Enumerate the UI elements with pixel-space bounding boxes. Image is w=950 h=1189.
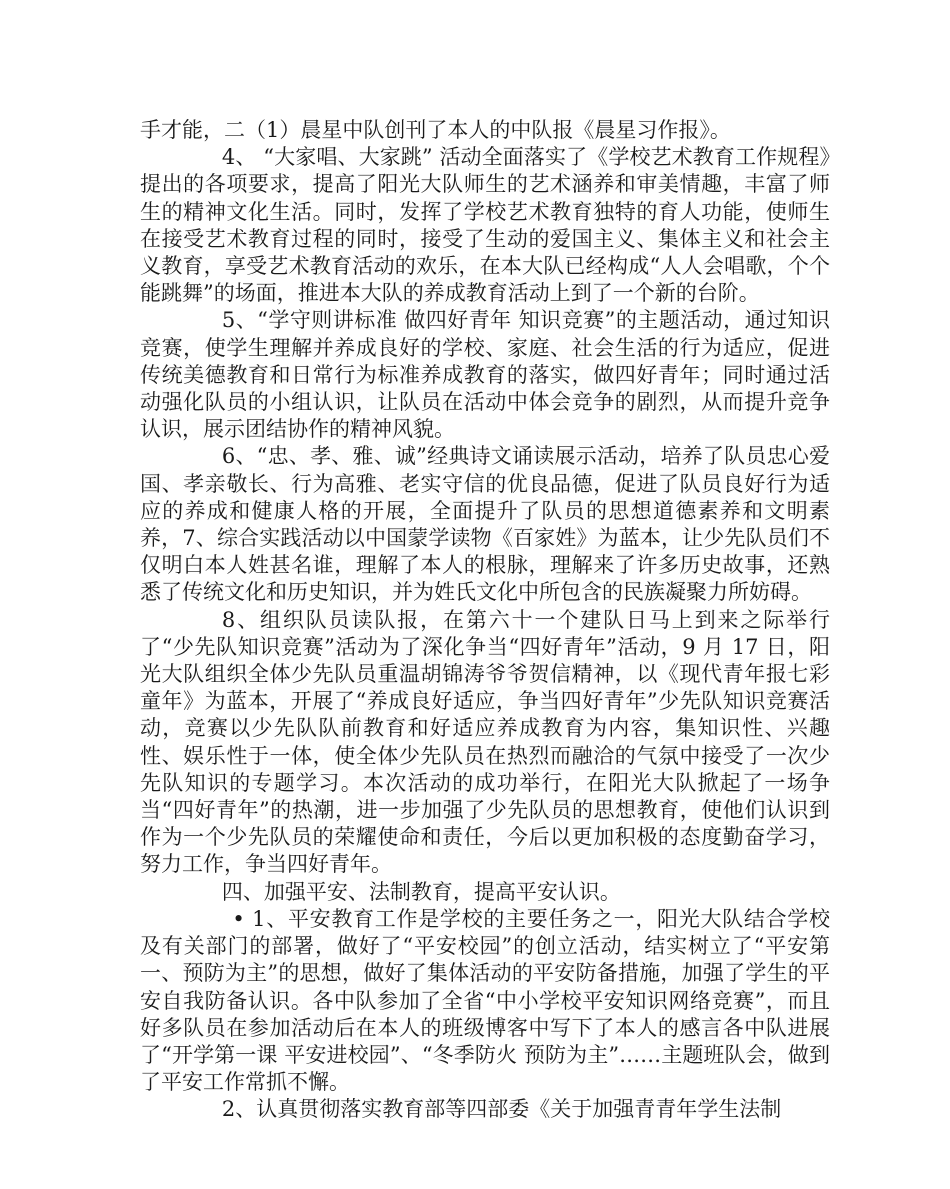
paragraph-5: 8、组织队员读队报，在第六十一个建队日马上到来之际举行了“少先队知识竞赛”活动为了深化争当“四好青年”活动，9 月 17 日，阳光大队组织全体少先队员重温胡锦涛爷爷贺信精神，以《现代青年报七彩童年》为蓝本，开展了“养成良好适应，争当四好青年”少先队知识竞赛活动，竞赛以少先队队前教育和好适应养成教育为内容，集知识性、兴趣性、娱乐性于一体，使全体少先队员在热烈而融洽的气氛中接受了一次少先队知识的专题学习。本次活动的成功举行，在阳光大队掀起了一场争当“四好青年”的热潮，进一步加强了少先队员的思想教育，使他们认识到作为一个少先队员的荣耀使命和责任，今后以更加积极的态度勤奋学习，努力工作，争当四好青年。 [140,607,830,877]
section-heading: 四、加强平安、法制教育，提高平安认识。 [221,879,621,904]
paragraph-4: 6、“忠、孝、雅、诚”经典诗文诵读展示活动，培养了队员忠心爱国、孝亲敬长、行为高雅、老实守信的优良品德，促进了队员良好行为适应的养成和健康人格的开展，全面提升了队员的思想道德素养和文明素养，7、综合实践活动以中国蒙学读物《百家姓》为蓝本，让少先队员们不仅明白本人姓甚名谁，理解了本人的根脉，理解来了许多历史故事，还熟悉了传统文化和历史知识，并为姓氏文化中所包含的民族凝聚力所妨碍。 [140,444,830,605]
paragraph-1: 手才能，二（1）晨星中队创刊了本人的中队报《晨星习作报》。 [140,118,731,142]
document-body [140,117,830,1124]
paragraph-last: 2、认真贯彻落实教育部等四部委《关于加强青青年学生法制 [221,1097,782,1122]
paragraph-3: 5、“学守则讲标准 做四好青年 知识竞赛”的主题活动，通过知识竞赛，使学生理解并养成良好的学校、家庭、社会生活的行为适应，促进传统美德教育和日常行为标准养成教育的落实，做四好青年；同时通过活动强化队员的小组认识，让队员在活动中体会竞争的剧烈，从而提升竞争认识，展示团结协作的精神风貌。 [140,308,830,442]
paragraph-bullet: • 1、平安教育工作是学校的主要任务之一，阳光大队结合学校及有关部门的部署，做好了“平安校园”的创立活动，结实树立了“平安第一、预防为主”的思想，做好了集体活动的平安防备措施，加强了学生的平安自我防备认识。各中队参加了全省“中小学校平安知识网络竞赛”，而且好多队员在参加活动后在本人的班级博客中写下了本人的感言各中队进展了“开学第一课 平安进校园”、“冬季防火 预防为主”……主题班队会，做到了平安工作常抓不懈。 [140,906,830,1095]
paragraph-2: 4、 “大家唱、大家跳” 活动全面落实了《学校艺术教育工作规程》提出的各项要求，提高了阳光大队师生的艺术涵养和审美情趣，丰富了师生的精神文化生活。同时，发挥了学校艺术教育独特的育人功能，使师生在接受艺术教育过程的同时，接受了生动的爱国主义、集体主义和社会主义教育，享受艺术教育活动的欢乐，在本大队已经构成“人人会唱歌，个个能跳舞”的场面，推进本大队的养成教育活动上到了一个新的台阶。 [140,145,830,306]
